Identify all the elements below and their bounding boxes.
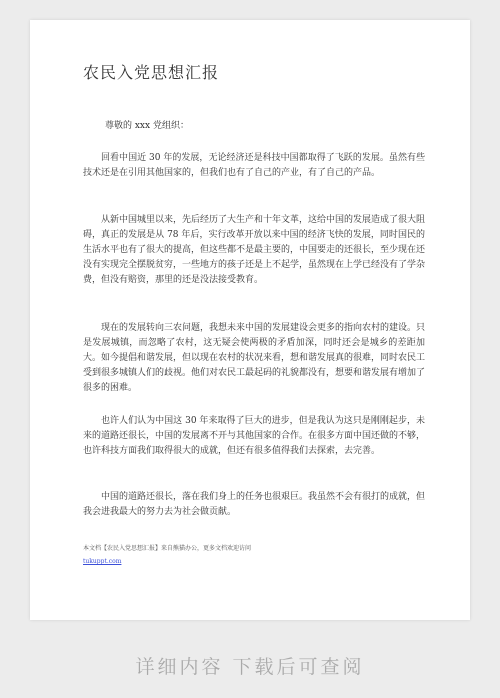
paragraph-5: 中国的道路还很长，落在我们身上的任务也很艰巨。我虽然不会有很打的成就，但我会进我最大的努力去为社会做贡献。: [83, 492, 426, 517]
paragraph-3: 现在的发展转向三农问题，我想未来中国的发展建设会更多的指向农村的建设。只是发展城镇，而忽略了农村，这无疑会使两极的矛盾加深，同时还会是城乡的差距加大。如今提倡和谐发展，但以现在农村的状况来看，想和谐发展真的很难，同时农民工受到很多城镇人们的歧视。他们对农民工最起码的礼貌都没有，想要和谐发展有增加了很多的困难。: [83, 323, 426, 393]
greeting: 尊敬的 xxx 党组织：: [105, 121, 189, 131]
paragraph-2: 从新中国城里以来，先后经历了大生产和十年文革，这给中国的发展造成了很大阻碍，真正的发展是从 78 年后，实行改革开放以来中国的经济飞快的发展，同时国民的生活水平也有了很大的提高，但这些都不是最主要的，中国要走的还很长，至少现在还没有实现完全摆脱贫穷，一些地方的孩子还是上不起学，虽然现在上学已经没有了学杂费，但没有赔资，那里的还是没法接受教育。: [83, 215, 426, 285]
source-footer-link[interactable]: tukuppt.com: [83, 558, 122, 565]
paragraph-1: 回看中国近 30 年的发展，无论经济还是科技中国都取得了飞跃的发展。虽然有些技术还是在引用其他国家的，但我们也有了自己的产业，有了自己的产品。: [83, 153, 425, 178]
page-title: 农民入党思想汇报: [83, 63, 220, 82]
document-page: [30, 20, 470, 620]
paragraph-4: 也许人们认为中国这 30 年来取得了巨大的进步，但是我认为这只是刚刚起步，未来的道路还很长，中国的发展离不开与其他国家的合作。在很多方面中国还做的不够，也许科技方面我们取得很大的成就，但还有很多值得我们去探索，去完善。: [83, 416, 426, 456]
source-footer-text: 本文档【农民入党思想汇报】来自熊猫办公，更多文档欢迎访问: [83, 545, 252, 552]
download-hint-banner: 详细内容 下载后可查阅: [135, 656, 365, 678]
